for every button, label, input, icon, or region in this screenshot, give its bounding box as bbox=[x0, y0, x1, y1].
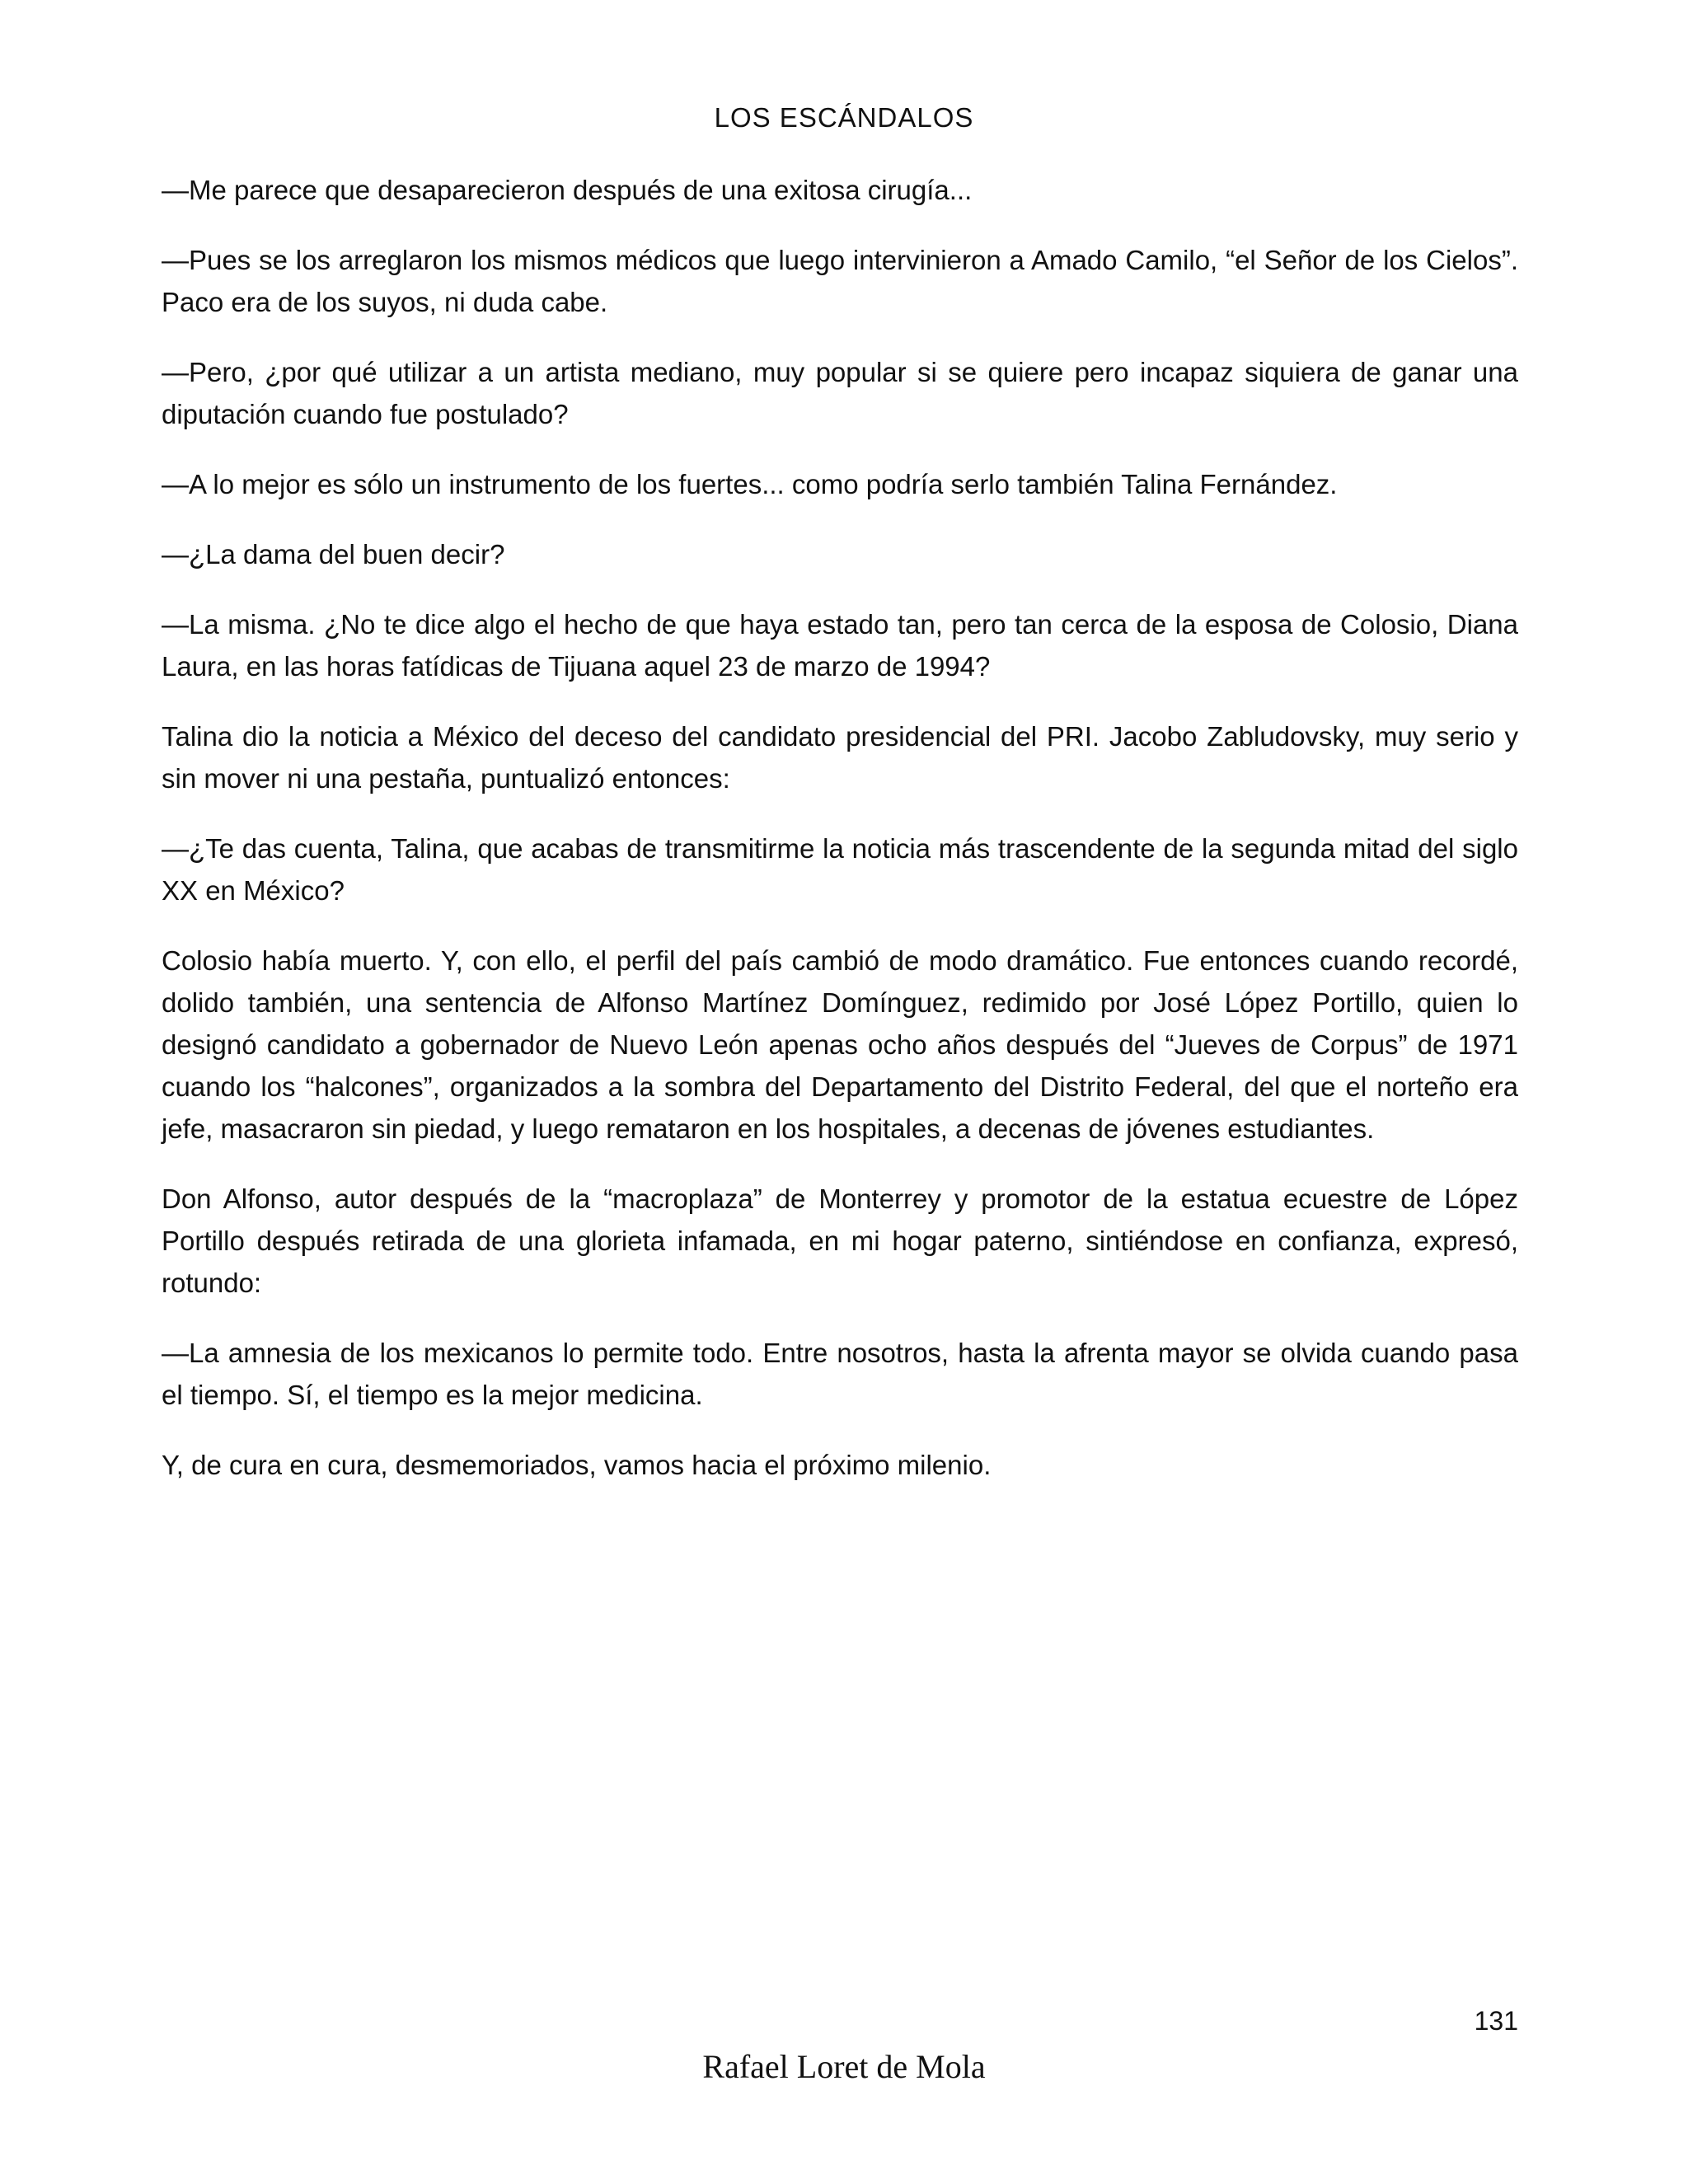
paragraph: —La misma. ¿No te dice algo el hecho de que haya estado tan, pero tan cerca de la esposa de Colosio, Diana Laura, en las horas fatídicas de Tijuana aquel 23 de marzo de 1994? bbox=[162, 609, 1518, 682]
page-number: 131 bbox=[1474, 2006, 1518, 2036]
paragraph: —¿Te das cuenta, Talina, que acabas de transmitirme la noticia más trascendente de la segunda mitad del siglo XX en México? bbox=[162, 833, 1518, 906]
running-header: LOS ESCÁNDALOS bbox=[714, 102, 974, 133]
paragraph: Y, de cura en cura, desmemoriados, vamos hacia el próximo milenio. bbox=[162, 1450, 992, 1480]
paragraph: Talina dio la noticia a México del deceso del candidato presidencial del PRI. Jacobo Zabludovsky, muy serio y sin mover ni una pestaña, puntualizó entonces: bbox=[162, 721, 1518, 794]
paragraph: —Me parece que desaparecieron después de una exitosa cirugía... bbox=[162, 175, 973, 205]
paragraph: —¿La dama del buen decir? bbox=[162, 539, 505, 569]
paragraph: —A lo mejor es sólo un instrumento de los fuertes... como podría serlo también Talina Fernández. bbox=[162, 469, 1338, 499]
footer-author: Rafael Loret de Mola bbox=[702, 2048, 986, 2085]
body-text bbox=[162, 169, 1518, 1514]
paragraph: Don Alfonso, autor después de la “macroplaza” de Monterrey y promotor de la estatua ecuestre de López Portillo después retirada de una glorieta infamada, en mi hogar paterno, sintiéndose en confianza, expresó, rotundo: bbox=[162, 1183, 1518, 1298]
paragraph: —La amnesia de los mexicanos lo permite todo. Entre nosotros, hasta la afrenta mayor se olvida cuando pasa el tiempo. Sí, el tiempo es la mejor medicina. bbox=[162, 1338, 1518, 1410]
paragraph: Colosio había muerto. Y, con ello, el perfil del país cambió de modo dramático. Fue entonces cuando recordé, dolido también, una sentencia de Alfonso Martínez Domínguez, redimido por José López Portillo, quien lo designó candidato a gobernador de Nuevo León apenas ocho años después del “Jueves de Corpus” de 1971 cuando los “halcones”, organizados a la sombra del Departamento del Distrito Federal, del que el norteño era jefe, masacraron sin piedad, y luego remataron en los hospitales, a decenas de jóvenes estudiantes. bbox=[162, 945, 1518, 1144]
paragraph: —Pues se los arreglaron los mismos médicos que luego intervinieron a Amado Camilo, “el Señor de los Cielos”. Paco era de los suyos, ni duda cabe. bbox=[162, 245, 1518, 317]
paragraph: —Pero, ¿por qué utilizar a un artista mediano, muy popular si se quiere pero incapaz siquiera de ganar una diputación cuando fue postulado? bbox=[162, 357, 1518, 429]
